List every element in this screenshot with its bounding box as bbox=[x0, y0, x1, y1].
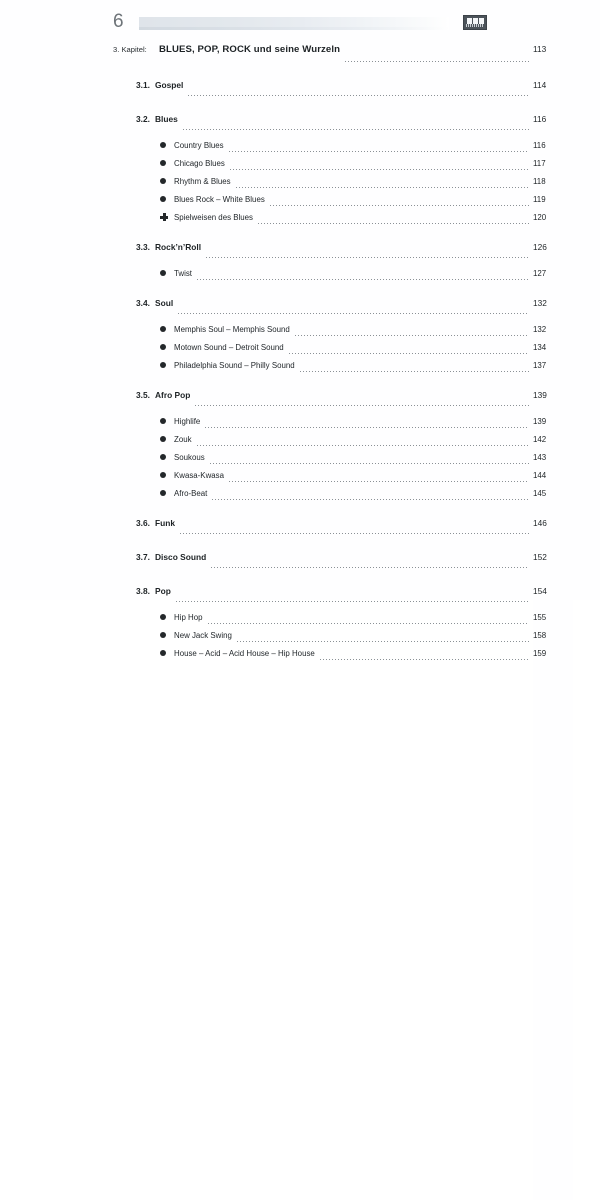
subsection-title: Soukous bbox=[174, 453, 205, 462]
chapter-title: BLUES, POP, ROCK und seine Wurzeln bbox=[159, 44, 341, 55]
section-entry[interactable] bbox=[0, 390, 600, 408]
page-number: 6 bbox=[113, 11, 124, 32]
dot-leader bbox=[258, 223, 529, 224]
dot-leader bbox=[229, 151, 529, 152]
subsection-title: Highlife bbox=[174, 417, 201, 426]
subsection-page-number: 155 bbox=[533, 613, 573, 1200]
chapter-page-number: 113 bbox=[533, 44, 573, 644]
section-page-number: 126 bbox=[533, 242, 573, 842]
section-spacer bbox=[0, 536, 600, 552]
subsection-page-number: 159 bbox=[533, 649, 573, 1200]
dot-bullet-icon bbox=[160, 190, 174, 206]
dot-bullet-icon bbox=[160, 320, 174, 336]
subsection-entry[interactable] bbox=[0, 154, 600, 172]
dot-bullet-icon bbox=[160, 626, 174, 642]
dot-leader bbox=[320, 659, 529, 660]
section-title: Funk bbox=[155, 518, 176, 528]
subsection-entry[interactable] bbox=[0, 466, 600, 484]
section-entry[interactable] bbox=[0, 114, 600, 132]
section-page-number: 152 bbox=[533, 552, 573, 1152]
dot-bullet-icon bbox=[160, 172, 174, 188]
section-page-number: 139 bbox=[533, 390, 573, 990]
section-title: Gospel bbox=[155, 80, 184, 90]
dot-bullet-icon bbox=[160, 356, 174, 372]
subsection-title: Philadelphia Sound – Philly Sound bbox=[174, 361, 295, 370]
subsection-title: Spielweisen des Blues bbox=[174, 213, 253, 222]
section-entry[interactable] bbox=[0, 586, 600, 604]
dot-bullet-icon bbox=[160, 448, 174, 464]
subsection-page-number: 143 bbox=[533, 453, 573, 1053]
dot-leader bbox=[188, 95, 529, 96]
section-title: Blues bbox=[155, 114, 178, 124]
subsection-title: Twist bbox=[174, 269, 192, 278]
dot-leader bbox=[295, 335, 529, 336]
dot-bullet-icon bbox=[160, 136, 174, 152]
dot-leader bbox=[206, 257, 529, 258]
subsection-entry[interactable] bbox=[0, 338, 600, 356]
dot-leader bbox=[180, 533, 529, 534]
dot-leader bbox=[212, 499, 529, 500]
dot-leader bbox=[270, 205, 529, 206]
subsection-title: Chicago Blues bbox=[174, 159, 225, 168]
section-entry[interactable] bbox=[0, 298, 600, 316]
section-spacer bbox=[0, 98, 600, 114]
dot-leader bbox=[183, 129, 529, 130]
section-number: 3.3. bbox=[136, 242, 150, 252]
section-page-number: 146 bbox=[533, 518, 573, 1118]
subsection-entry[interactable] bbox=[0, 320, 600, 338]
section-title: Afro Pop bbox=[155, 390, 191, 400]
subsection-page-number: 127 bbox=[533, 269, 573, 869]
subsection-title: House – Acid – Acid House – Hip House bbox=[174, 649, 315, 658]
chapter-entry[interactable] bbox=[0, 44, 600, 64]
subsection-entry[interactable] bbox=[0, 190, 600, 208]
section-title: Disco Sound bbox=[155, 552, 207, 562]
subsection-page-number: 134 bbox=[533, 343, 573, 943]
section-number: 3.2. bbox=[136, 114, 150, 124]
section-number: 3.4. bbox=[136, 298, 150, 308]
subsection-title: New Jack Swing bbox=[174, 631, 232, 640]
subsection-title: Kwasa-Kwasa bbox=[174, 471, 224, 480]
subsection-page-number: 144 bbox=[533, 471, 573, 1071]
dot-leader bbox=[210, 463, 529, 464]
dot-leader bbox=[176, 601, 529, 602]
section-entry[interactable] bbox=[0, 242, 600, 260]
dot-bullet-icon bbox=[160, 264, 174, 280]
subsection-page-number: 142 bbox=[533, 435, 573, 1035]
publisher-logo-icon bbox=[463, 15, 487, 30]
subsection-page-number: 132 bbox=[533, 325, 573, 925]
subsection-page-number: 117 bbox=[533, 159, 573, 759]
dot-bullet-icon bbox=[160, 608, 174, 624]
section-spacer bbox=[0, 374, 600, 390]
section-spacer bbox=[0, 226, 600, 242]
section-spacer bbox=[0, 570, 600, 586]
section-title: Pop bbox=[155, 586, 171, 596]
sections-list bbox=[0, 64, 600, 662]
dot-bullet-icon bbox=[160, 154, 174, 170]
subsection-entry[interactable] bbox=[0, 430, 600, 448]
dot-leader bbox=[208, 623, 529, 624]
subsection-title: Motown Sound – Detroit Sound bbox=[174, 343, 284, 352]
subsection-page-number: 116 bbox=[533, 141, 573, 741]
dot-bullet-icon bbox=[160, 466, 174, 482]
dot-bullet-icon bbox=[160, 412, 174, 428]
dot-leader bbox=[195, 405, 529, 406]
dot-leader bbox=[289, 353, 529, 354]
section-entry[interactable] bbox=[0, 80, 600, 98]
subsection-entry[interactable] bbox=[0, 608, 600, 626]
dot-leader bbox=[197, 445, 529, 446]
dot-leader bbox=[236, 187, 529, 188]
header-decorative-band bbox=[139, 17, 449, 30]
dot-bullet-icon bbox=[160, 430, 174, 446]
dot-leader bbox=[230, 169, 529, 170]
section-number: 3.7. bbox=[136, 552, 150, 562]
dot-leader bbox=[197, 279, 529, 280]
subsection-title: Hip Hop bbox=[174, 613, 203, 622]
subsection-page-number: 118 bbox=[533, 177, 573, 777]
subsection-page-number: 119 bbox=[533, 195, 573, 795]
section-entry[interactable] bbox=[0, 552, 600, 570]
subsection-title: Rhythm & Blues bbox=[174, 177, 231, 186]
dot-leader bbox=[205, 427, 529, 428]
section-page-number: 132 bbox=[533, 298, 573, 898]
subsection-entry[interactable] bbox=[0, 356, 600, 374]
section-number: 3.1. bbox=[136, 80, 150, 90]
dot-leader bbox=[211, 567, 529, 568]
subsection-page-number: 145 bbox=[533, 489, 573, 1089]
section-number: 3.8. bbox=[136, 586, 150, 596]
subsection-entry[interactable] bbox=[0, 172, 600, 190]
section-spacer bbox=[0, 502, 600, 518]
section-page-number: 114 bbox=[533, 80, 573, 680]
subsection-entry[interactable] bbox=[0, 448, 600, 466]
subsection-entry[interactable] bbox=[0, 626, 600, 644]
subsection-title: Blues Rock – White Blues bbox=[174, 195, 265, 204]
subsection-entry[interactable] bbox=[0, 264, 600, 282]
section-entry[interactable] bbox=[0, 518, 600, 536]
dot-leader bbox=[178, 313, 529, 314]
cross-bullet-icon bbox=[160, 208, 174, 224]
subsection-entry[interactable] bbox=[0, 136, 600, 154]
subsection-title: Afro-Beat bbox=[174, 489, 208, 498]
subsection-title: Country Blues bbox=[174, 141, 224, 150]
chapter-prefix: 3. Kapitel: bbox=[113, 45, 147, 54]
section-number: 3.5. bbox=[136, 390, 150, 400]
subsection-page-number: 139 bbox=[533, 417, 573, 1017]
subsection-entry[interactable] bbox=[0, 412, 600, 430]
page-header bbox=[0, 0, 600, 44]
dot-bullet-icon bbox=[160, 644, 174, 660]
dot-leader bbox=[237, 641, 529, 642]
section-page-number: 116 bbox=[533, 114, 573, 714]
section-spacer bbox=[0, 64, 600, 80]
subsection-page-number: 120 bbox=[533, 213, 573, 813]
table-of-contents bbox=[0, 44, 600, 662]
section-spacer bbox=[0, 282, 600, 298]
section-title: Soul bbox=[155, 298, 174, 308]
dot-leader bbox=[229, 481, 529, 482]
section-title: Rock’n’Roll bbox=[155, 242, 202, 252]
subsection-title: Memphis Soul – Memphis Sound bbox=[174, 325, 290, 334]
subsection-entry[interactable] bbox=[0, 644, 600, 662]
dot-bullet-icon bbox=[160, 484, 174, 500]
section-page-number: 154 bbox=[533, 586, 573, 1186]
subsection-entry[interactable] bbox=[0, 484, 600, 502]
dot-leader bbox=[300, 371, 529, 372]
dot-bullet-icon bbox=[160, 338, 174, 354]
dot-leader bbox=[345, 61, 529, 62]
subsection-title: Zouk bbox=[174, 435, 192, 444]
subsection-page-number: 158 bbox=[533, 631, 573, 1200]
subsection-entry[interactable] bbox=[0, 208, 600, 226]
section-number: 3.6. bbox=[136, 518, 150, 528]
subsection-page-number: 137 bbox=[533, 361, 573, 961]
